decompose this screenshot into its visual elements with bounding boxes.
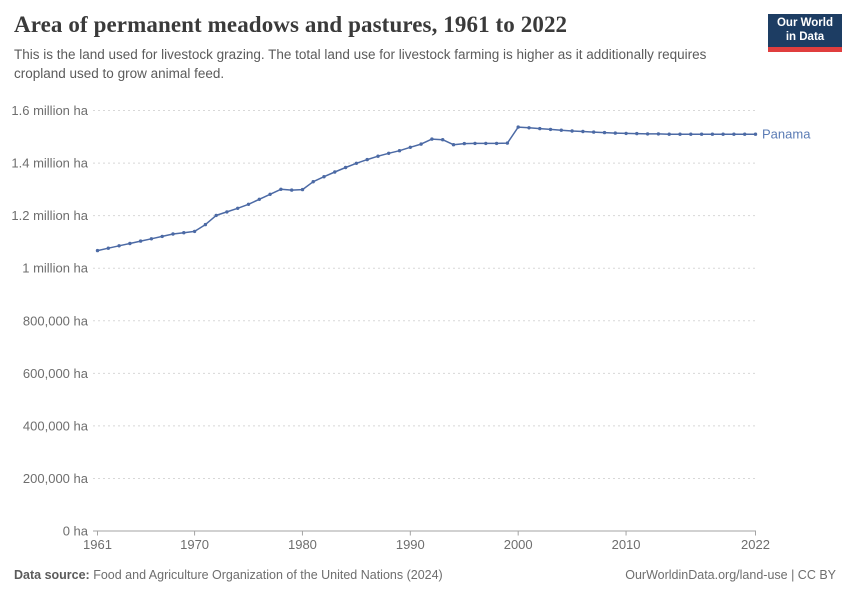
series-point: [204, 223, 207, 226]
series-point: [517, 125, 520, 128]
series-point: [754, 133, 757, 136]
x-axis-tick-label: 2010: [611, 537, 641, 552]
series-point: [139, 239, 142, 242]
data-source: [14, 568, 443, 582]
series-point: [182, 231, 185, 234]
series-point: [419, 142, 422, 145]
series-point: [635, 132, 638, 135]
series-point: [268, 193, 271, 196]
chart-footer: [14, 568, 836, 582]
data-source-text: Food and Agriculture Organization of the United Nations (2024): [89, 568, 443, 582]
series-point: [344, 166, 347, 169]
x-axis-tick-label: 1990: [395, 537, 425, 552]
series-point: [711, 133, 714, 136]
series-point: [215, 214, 218, 217]
series-point: [495, 142, 498, 145]
series-point: [452, 143, 455, 146]
series-point: [646, 132, 649, 135]
chart-header: [14, 12, 754, 84]
series-point: [484, 142, 487, 145]
series-point: [581, 130, 584, 133]
series-point: [430, 137, 433, 140]
x-axis-tick-label: 2022: [741, 537, 770, 552]
series-point: [570, 129, 573, 132]
owid-url-link[interactable]: OurWorldinData.org/land-use | CC BY: [625, 568, 836, 582]
series-point: [236, 207, 239, 210]
series-point: [333, 170, 336, 173]
series-point: [355, 162, 358, 165]
owid-logo-accent-bar: [768, 47, 842, 52]
series-point: [721, 133, 724, 136]
series-point: [128, 242, 131, 245]
series-label-panama: Panama: [762, 126, 811, 142]
series-point: [409, 146, 412, 149]
chart-subtitle: This is the land used for livestock grazing. The total land use for livestock farming is higher as it additionally requires cropland used to grow animal feed.: [14, 47, 707, 82]
series-point: [441, 138, 444, 141]
series-point: [700, 133, 703, 136]
y-axis-tick-label: 400,000 ha: [22, 418, 88, 434]
y-axis-tick-label: 1 million ha: [22, 260, 88, 276]
series-point: [560, 129, 563, 132]
series-point: [161, 235, 164, 238]
series-point: [624, 132, 627, 135]
series-point: [279, 188, 282, 191]
series-point: [247, 203, 250, 206]
page-title: Area of permanent meadows and pastures, 1961 to 2022: [14, 12, 568, 37]
owid-logo: [768, 14, 842, 52]
x-axis-tick-label: 2000: [503, 537, 533, 552]
owid-logo-text: Our World in Data: [768, 14, 842, 47]
series-point: [387, 152, 390, 155]
x-axis-tick-label: 1980: [287, 537, 317, 552]
series-point: [549, 128, 552, 131]
series-point: [171, 232, 174, 235]
series-point: [312, 180, 315, 183]
series-point: [538, 127, 541, 130]
series-point: [506, 141, 509, 144]
series-point: [678, 133, 681, 136]
y-axis-tick-label: 1.2 million ha: [11, 208, 88, 224]
series-point: [463, 142, 466, 145]
series-point: [322, 175, 325, 178]
series-point: [107, 247, 110, 250]
y-axis-tick-label: 1.4 million ha: [11, 155, 88, 171]
series-point: [193, 230, 196, 233]
x-axis-tick-label: 1970: [180, 537, 210, 552]
series-point: [150, 237, 153, 240]
series-point: [603, 131, 606, 134]
series-point: [117, 244, 120, 247]
series-point: [376, 155, 379, 158]
series-point: [301, 188, 304, 191]
y-axis-tick-label: 800,000 ha: [22, 313, 88, 329]
series-point: [668, 133, 671, 136]
series-point: [592, 130, 595, 133]
series-point: [366, 158, 369, 161]
series-line-panama: [98, 127, 756, 251]
series-point: [258, 198, 261, 201]
series-point: [614, 131, 617, 134]
y-axis-tick-label: 0 ha: [62, 523, 88, 539]
y-axis-tick-label: 1.6 million ha: [11, 103, 88, 118]
series-point: [473, 142, 476, 145]
x-axis-tick-label: 1961: [83, 537, 112, 552]
y-axis-tick-label: 600,000 ha: [22, 365, 88, 381]
series-point: [290, 188, 293, 191]
series-point: [398, 149, 401, 152]
data-source-label: Data source:: [14, 568, 90, 582]
series-point: [743, 133, 746, 136]
series-point: [527, 126, 530, 129]
series-point: [689, 133, 692, 136]
series-point: [96, 249, 99, 252]
y-axis-tick-label: 200,000 ha: [22, 470, 88, 486]
series-point: [225, 210, 228, 213]
series-point: [657, 132, 660, 135]
series-point: [732, 133, 735, 136]
